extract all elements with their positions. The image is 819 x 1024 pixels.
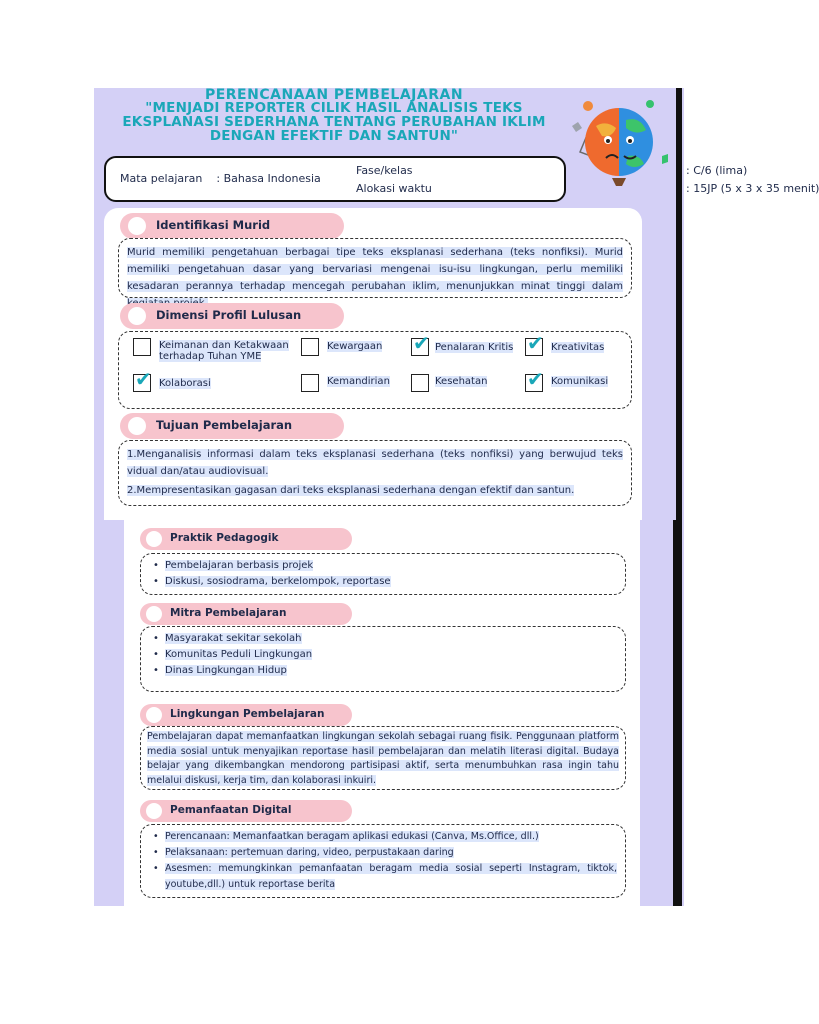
title-line: "MENJADI REPORTER CILIK HASIL ANALISIS TEKS	[145, 100, 523, 117]
phase-value: : C/6 (lima)	[686, 164, 748, 177]
section-header-profil	[120, 303, 344, 329]
phase-label: Fase/kelas	[356, 164, 413, 177]
profil-checklist-box	[118, 331, 632, 409]
checkbox[interactable]	[525, 331, 544, 356]
list-item: • Perencanaan: Memanfaatkan beragam aplikasi edukasi (Canva, Ms.Office, dll.)	[149, 829, 617, 845]
profile-item-label: Kemandirian	[327, 376, 390, 387]
list-item: • Komunitas Peduli Lingkungan	[149, 647, 617, 663]
section-header-digital	[140, 800, 352, 822]
checkbox[interactable]	[411, 331, 430, 356]
profile-item-label: Kewargaan	[327, 341, 383, 352]
time-allocation-label: Alokasi waktu	[356, 182, 432, 195]
profile-item-label: Keimanan dan Ketakwaan	[159, 340, 289, 351]
bullet-circle-icon	[128, 417, 146, 435]
title-line: DENGAN EFEKTIF DAN SANTUN"	[209, 127, 459, 144]
checkbox[interactable]	[133, 338, 151, 356]
section-title: Identifikasi Murid	[156, 218, 271, 232]
identifikasi-text: Murid memiliki pengetahuan berbagai tipe teks eksplanasi sederhana (teks nonfiksi). Murid memiliki pengetahuan dasar yang bervariasi mengenai isu-isu lingkungan, perlu memiliki kesadaran perannya terhadap mencegah perubahan iklim, menunjukkan minat tinggi dalam	[127, 244, 623, 312]
profile-item-label: Kesehatan	[435, 376, 488, 387]
checkbox[interactable]	[525, 367, 544, 392]
section-header-lingkungan	[140, 704, 352, 726]
profile-item-label: Kreativitas	[551, 342, 605, 353]
list-item: • Diskusi, sosiodrama, berkelompok, reportase	[149, 574, 617, 590]
subject-label: Mata pelajaran	[120, 172, 203, 185]
title-line: EKSPLANASI SEDERHANA TENTANG PERUBAHAN IKLIM	[122, 114, 546, 131]
subject-info-box	[104, 156, 819, 202]
profile-item-label: Penalaran Kritis	[435, 342, 514, 353]
section-header-identifikasi	[120, 213, 344, 239]
mitra-list	[149, 631, 617, 679]
checkbox[interactable]	[301, 338, 319, 356]
list-item: • Dinas Lingkungan Hidup	[149, 663, 617, 679]
profile-item-label: Kolaborasi	[159, 378, 211, 389]
list-item: • Pelaksanaan: pertemuan daring, video, perpustakaan daring	[149, 845, 617, 861]
section-header-tujuan	[120, 413, 344, 439]
list-item: • Asesmen: memungkinkan pemanfaatan beragam media sosial seperti Instagram, tiktok, youtube,dll.) untuk reportase berita	[149, 861, 617, 893]
mitra-box	[140, 626, 626, 692]
profile-item-label: terhadap Tuhan YME	[159, 351, 262, 362]
praktik-list	[149, 558, 617, 590]
section-header-praktik	[140, 528, 352, 550]
earth-climate-illustration	[566, 96, 672, 188]
section-title: Lingkungan Pembelajaran	[170, 708, 325, 720]
scan-edge	[673, 520, 682, 906]
bullet-circle-icon	[146, 803, 162, 819]
checkbox[interactable]	[411, 374, 429, 392]
tujuan-list	[127, 446, 623, 499]
section-title: Mitra Pembelajaran	[170, 607, 287, 619]
praktik-box	[140, 553, 626, 595]
list-item: 1.Menganalisis informasi dalam teks eksplanasi sederhana (teks nonfiksi) yang berwujud teks vidual dan/atau audiovisual.	[127, 449, 623, 477]
section-header-mitra	[140, 603, 352, 625]
lingkungan-box	[140, 726, 626, 790]
list-item: 2.Mempresentasikan gagasan dari teks eksplanasi sederhana dengan efektif dan santun.	[127, 485, 575, 496]
phase-row	[356, 164, 748, 177]
check-icon: ✔	[527, 331, 544, 355]
bullet-circle-icon	[128, 217, 146, 235]
section-title: Tujuan Pembelajaran	[156, 418, 293, 432]
lingkungan-text: Pembelajaran dapat memanfaatkan lingkungan sekolah sebagai ruang fisik. Penggunaan platform media sosial untuk menyajikan reportase hasil pembelajaran dan melatih literasi digital. Budaya belajar yang dikembangkan mendorong partisipasi aktif, serta menumbuhkan rasa ingin tahu melalui diskusi, kerja tim, dan kolaborasi inkuiri.	[147, 731, 619, 786]
bullet-circle-icon	[146, 531, 162, 547]
section-title: Praktik Pedagogik	[170, 532, 279, 544]
scan-edge	[676, 88, 682, 520]
profile-item-label: Komunikasi	[551, 376, 609, 387]
document-title	[104, 88, 564, 144]
checkbox[interactable]	[301, 374, 319, 392]
time-allocation-value: : 15JP (5 x 3 x 35 menit)	[686, 182, 819, 195]
check-icon: ✔	[413, 331, 430, 355]
bullet-circle-icon	[146, 707, 162, 723]
list-item: • Pembelajaran berbasis projek	[149, 558, 617, 574]
check-icon: ✔	[135, 367, 152, 391]
check-icon: ✔	[527, 367, 544, 391]
bullet-circle-icon	[146, 606, 162, 622]
title-line: PERENCANAAN PEMBELAJARAN	[204, 87, 464, 103]
bullet-circle-icon	[128, 307, 146, 325]
digital-list	[149, 829, 617, 893]
tujuan-box	[118, 440, 632, 506]
identifikasi-box	[118, 238, 632, 298]
list-item: • Masyarakat sekitar sekolah	[149, 631, 617, 647]
section-title: Pemanfaatan Digital	[170, 804, 292, 816]
time-allocation-row	[356, 182, 819, 195]
subject-value: : Bahasa Indonesia	[216, 172, 321, 185]
digital-box	[140, 824, 626, 898]
checkbox[interactable]	[133, 367, 152, 392]
subject-row	[120, 172, 321, 185]
section-title: Dimensi Profil Lulusan	[156, 308, 302, 322]
